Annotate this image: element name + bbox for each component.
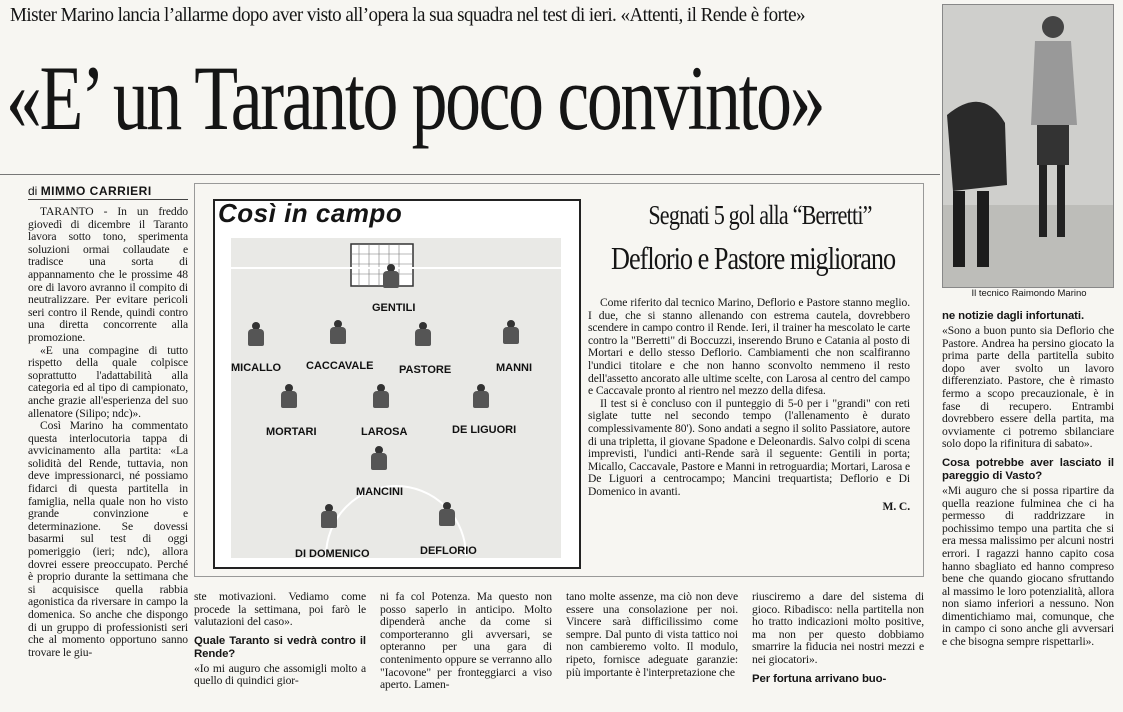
- player-figure: [366, 446, 392, 470]
- player-name: MANNI: [496, 362, 533, 374]
- column-right: [942, 310, 1114, 649]
- paragraph: Il test si è concluso con il punteggio di 5-0 per i "grandi" con reti siglate tutte nel secondo tempo (l'allenamento è durato complessivamente 80'). Sono andati a segno il solito Passiatore, autore di una tripletta, il giovane Spadone e Deleonardis. Salvo colpi di scena imprevisti, l'undici anti-Rende sarà il seguente: Gentili in porta; Micallo, Caccavale, Pastore e Manni in retroguardia; Mortari, Larosa e De Liguori a centrocampo; Mancini trequartista; Deflorio e Di Domenico in avanti.: [588, 396, 911, 498]
- paragraph: «Sono a buon punto sia Deflorio che Pastore. Andrea ha persino giocato la prima parte della partitella subito dopo aver svolto un lavoro differenziato. Pastore, che è rimasto fermo a scopo precauzionale, è in fase di recupero. Entrambi dovrebbero essere della partita, ma ovviamente ci potremo sbilanciare solo dopo la rifinitura di sabato».: [942, 324, 1114, 451]
- player-figure: [276, 384, 302, 408]
- divider: [0, 174, 940, 175]
- player-figure: [368, 384, 394, 408]
- paragraph: «E una compagine di tutto rispetto della quale colpisce soprattutto l'adattabilità alla categoria ed al tipo di campionato, anche grazie all'esperienza del suo allenatore (Silipo; ndc)».: [28, 343, 188, 420]
- player-name: PASTORE: [399, 364, 452, 376]
- player-figure: [468, 384, 494, 408]
- player-name: MICALLO: [231, 362, 282, 374]
- paragraph: ni fa col Potenza. Ma questo non posso saperlo in anticipo. Molto dipenderà anche da come si comporteranno gli avversari, se opteranno per una gara di contenimento oppure se verranno allo "Iacovone" per fronteggiarci a viso aperto. Lamen-: [380, 590, 552, 692]
- diagram-title: Così in campo: [218, 198, 403, 228]
- headline: «E’ un Taranto poco convinto»: [6, 47, 824, 149]
- kicker: Mister Marino lancia l’allarme dopo aver visto all’opera la sua squadra nel test di ieri. «Attenti, il Rende è forte»: [10, 4, 806, 26]
- player-name: MANCINI: [356, 486, 404, 498]
- column-5: [752, 591, 924, 688]
- question: ne notizie dagli infortunati.: [942, 310, 1085, 322]
- signature: M. C.: [882, 499, 910, 513]
- question: Per fortuna arrivano buo-: [752, 672, 887, 685]
- byline-prefix: di: [28, 184, 38, 198]
- paragraph: Così Marino ha commentato questa interlocutoria tappa di avvicinamento alla partita: «La solidità del Rende, tuttavia, non deve impressionarci, né possiamo fidarci di questa partitella in famiglia, nella quale non ho visto grande convinzione e determinazione. Se dovessi basarmi sul test di oggi pomeriggio (ieri; ndc), allora dovrei essere preoccupato. Perché è proprio durante la settimana che si acquisisce quella rabbia agonistica da riversare in campo la domenica. So anche che dispongo di un gruppo di professionisti seri che al momento opportuno sanno trovare le giu-: [28, 419, 188, 659]
- question: Quale Taranto si vedrà contro il Rende?: [194, 634, 366, 660]
- player-figure: [498, 320, 524, 344]
- player-figure: [325, 320, 351, 344]
- player-name: DI DOMENICO: [295, 548, 370, 560]
- column-3: [380, 591, 552, 692]
- column-1: [28, 206, 188, 659]
- paragraph: TARANTO - In un freddo giovedì di dicembre il Taranto lavora sotto tono, sperimenta soluzioni ormai collaudate e tradisce una sorta di appannamento che le prossime 48 ore di lavoro avranno il compito di neutralizzare. Per evitare pericoli seri contro il Rende, quindi contro una diretta concorrente alla promozione.: [28, 205, 188, 344]
- player-name: CACCAVALE: [306, 360, 374, 372]
- player-figure: [316, 504, 342, 528]
- question: Cosa potrebbe aver lasciato il pareggio di Vasto?: [942, 456, 1114, 482]
- column-4: [566, 591, 738, 679]
- player-figure: [410, 322, 436, 346]
- sidebar-article: [588, 297, 910, 513]
- player-figure: [434, 502, 460, 526]
- paragraph: ste motivazioni. Vediamo come procede la settimana, poi farò le valutazioni del caso».: [194, 590, 366, 629]
- player-figure: [378, 264, 404, 288]
- paragraph: «Mi auguro che si possa ripartire da quella reazione fulminea che ci ha permesso di raddrizzare in pochissimo tempo una partita che si era messa malissimo per alcuni nostri errori. I ragazzi hanno capito cosa hanno sbagliato ed hanno compreso bene che quando giocano sfruttando al massimo le loro potenzialità, allora non siamo inferiori a nessuno. Non dimentichiamo mai, comunque, che in campo ci sono anche gli avversari e che bisogna sempre rispettarli».: [942, 483, 1114, 649]
- sidebar-headline-1: Segnati 5 gol alla “Berretti”: [648, 200, 872, 230]
- player-name: DEFLORIO: [420, 545, 477, 557]
- player-name: DE LIGUORI: [452, 424, 517, 436]
- paragraph: Come riferito dal tecnico Marino, Deflorio e Pastore stanno meglio. I due, che si stanno allenando con estrema cautela, dovrebbero scendere in campo contro il Rende. Ieri, il trainer ha mescolato le carte contro la "Berretti" di Boccuzzi, inserendo Bruno e Catania al posto di Mortari e dello stesso Deflorio. Cambiamenti che non scalfiranno l'undici titolare e che non hanno sconvolto nemmeno il resto dell'assetto ancorato alle ultime scelte, con Larosa al centro del campo e Caccavale pronto al rientro nel mezzo della difesa.: [588, 296, 910, 398]
- player-figure: [243, 322, 269, 346]
- photo-illustration: [943, 5, 1113, 287]
- photo-caption: Il tecnico Raimondo Marino: [971, 288, 1087, 299]
- player-name: LAROSA: [361, 426, 408, 438]
- paragraph: tano molte assenze, ma ciò non deve essere una consolazione per noi. Vincere sarà difficilissimo come sempre. Dal punto di vista tattico noi non cambieremo volto. Il modulo, ripeto, fornisce adeguate garanzie: più importante è l'interpretazione che: [566, 590, 738, 679]
- byline-author: MIMMO CARRIERI: [40, 184, 152, 198]
- column-2: [194, 591, 366, 688]
- paragraph: riusciremo a dare del sistema di gioco. Ribadisco: nella partitella non ho tratto indicazioni molto positive, ma non per questo dobbiamo smarrire la fiducia nei nostri mezzi e nei giocatori».: [752, 590, 924, 666]
- sidebar-headline-2: Deflorio e Pastore migliorano: [611, 240, 896, 276]
- byline: [28, 184, 188, 200]
- player-name: GENTILI: [372, 302, 416, 314]
- player-name: MORTARI: [266, 426, 317, 438]
- paragraph: «Io mi auguro che assomigli molto a quello di quindici gior-: [194, 661, 366, 688]
- photo-coach: [942, 4, 1114, 288]
